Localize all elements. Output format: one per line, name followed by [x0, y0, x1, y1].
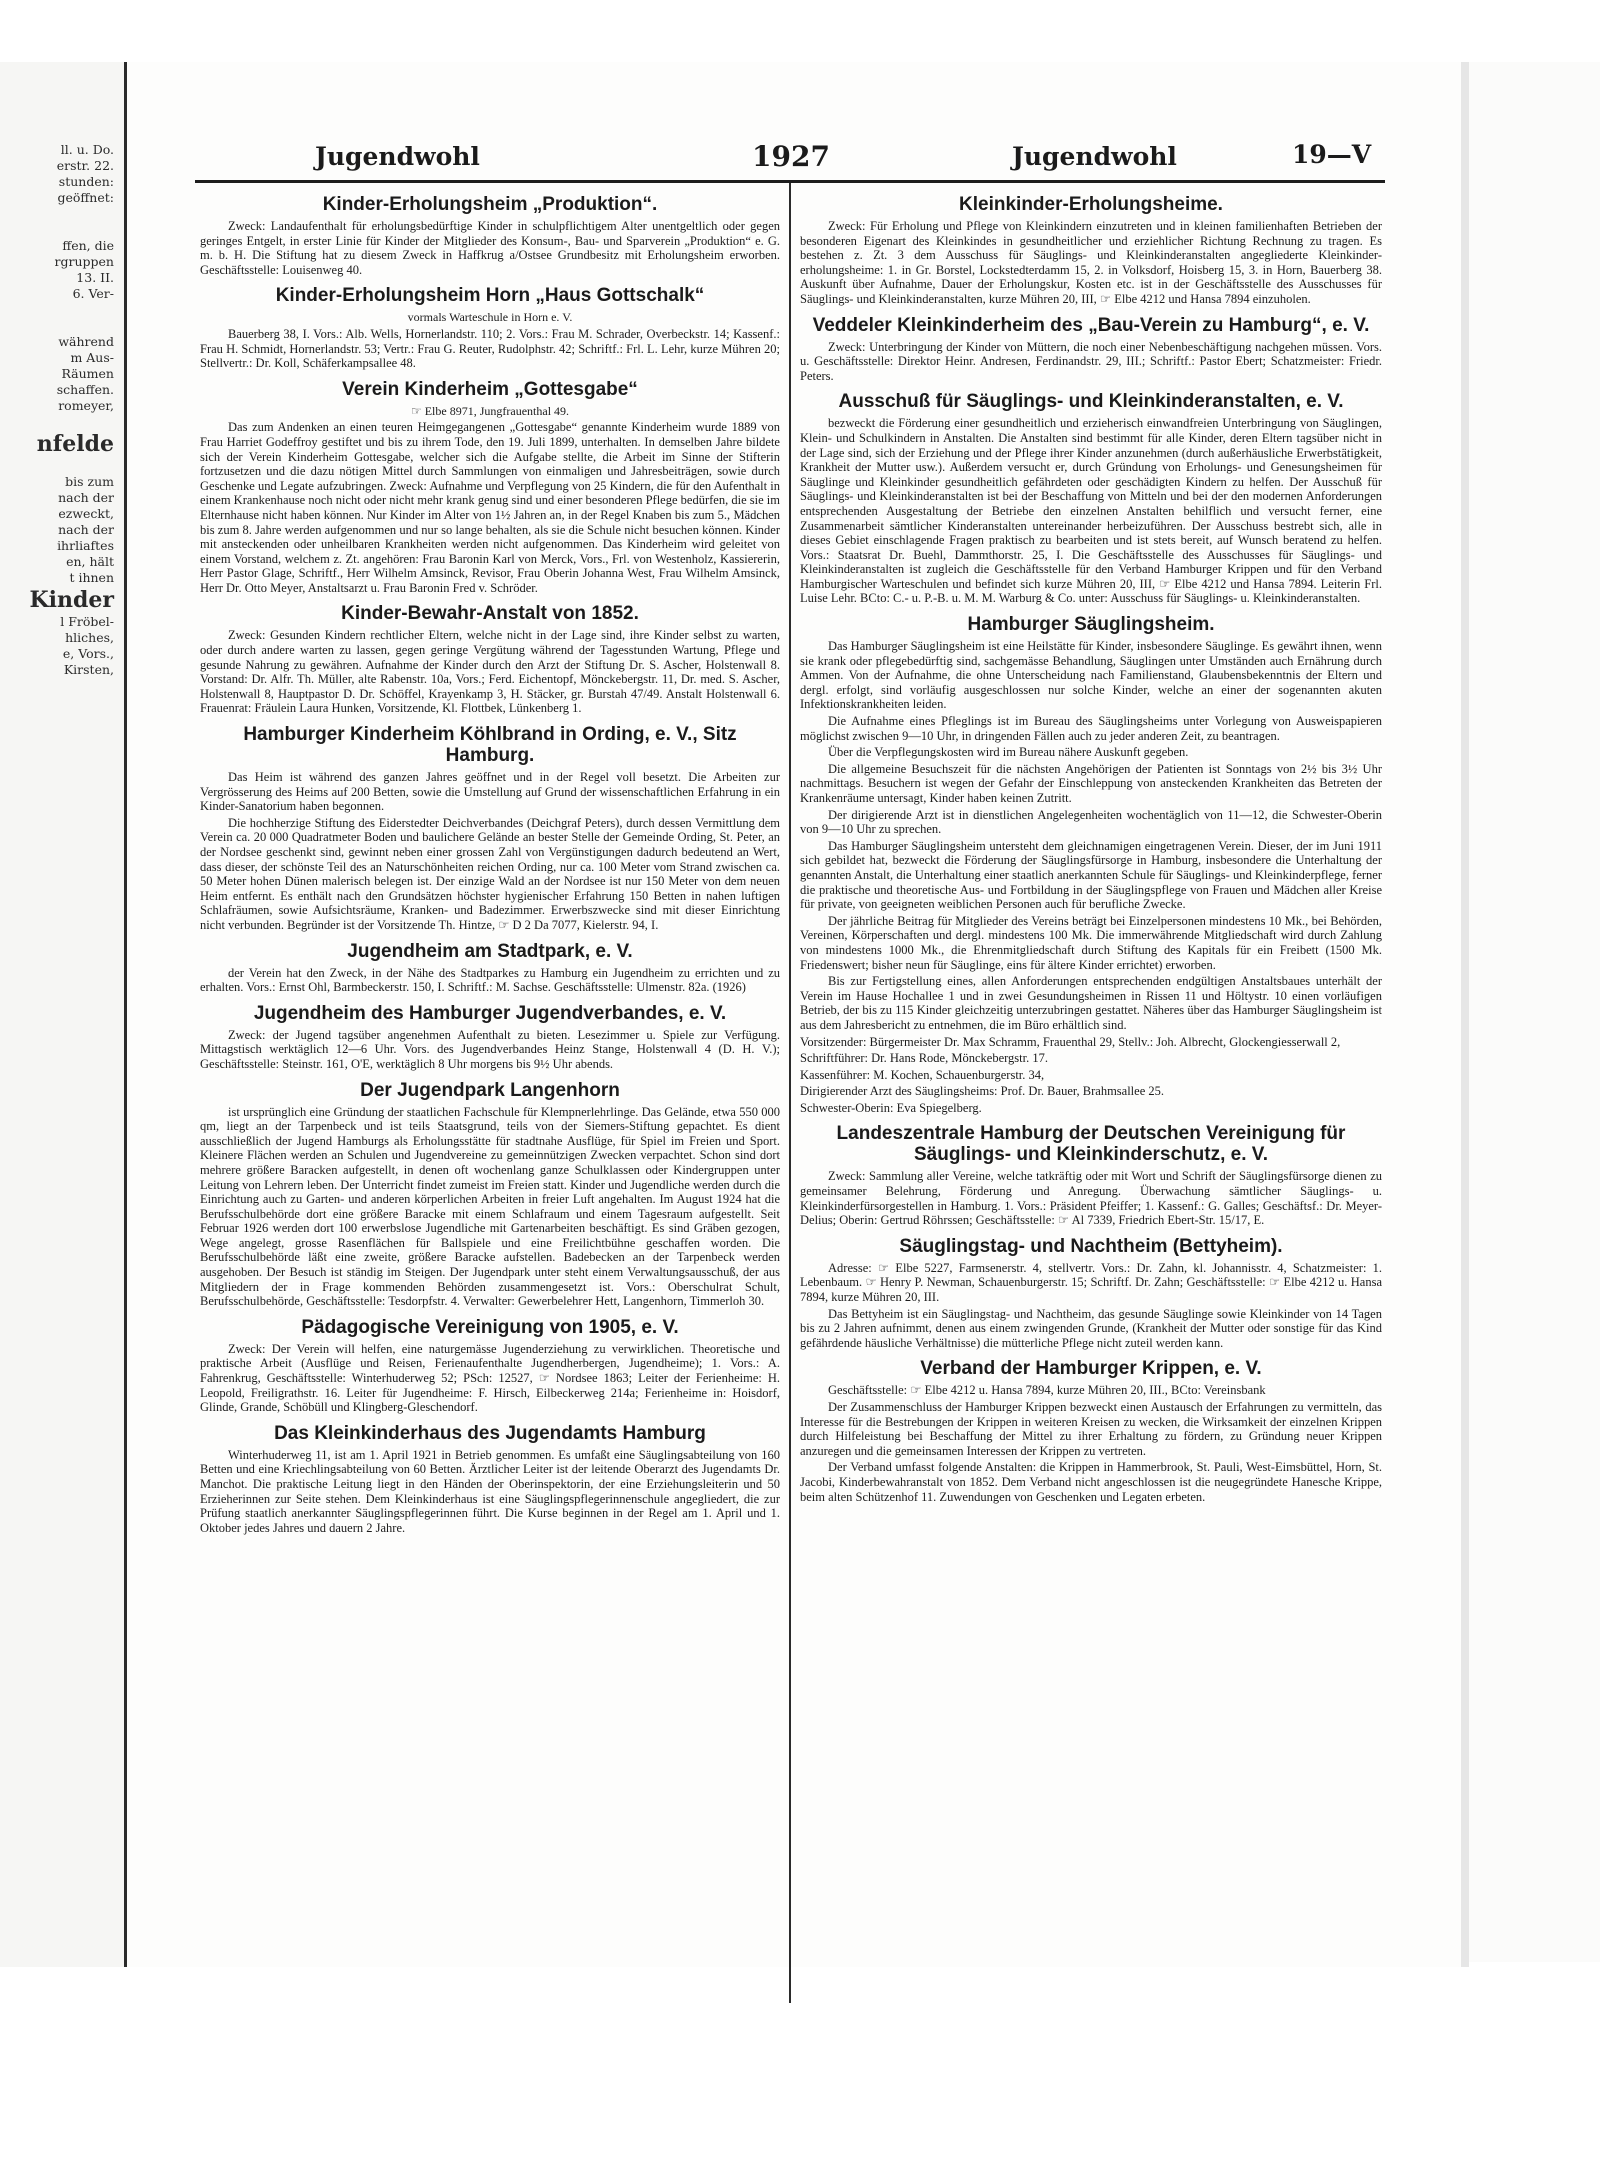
header-right-title: Jugendwohl [1012, 142, 1177, 171]
header-page-number: 19—V [1292, 140, 1372, 169]
article-paragraph: der Verein hat den Zweck, in der Nähe des Stadtparkes zu Hamburg ein Jugendheim zu errichten und zu erhalten. Vors.: Ernst Ohl, Barmbeckerstr. 150, I. Schriftf.: M. Sachse. Geschäftsstelle: Ulmenstr. 82a. (1926) [200, 965, 780, 995]
article-title: Landeszentrale Hamburg der Deutschen Vereinigung für Säuglings- und Kleinkinderschutz, e. V. [836, 1123, 1346, 1166]
article-paragraph: Zweck: Für Erholung und Pflege von Kleinkindern einzutreten und in kleinen familienhaften Betrieben der besonderen Eigenart des Kleinkindes in gesundheitlicher und erziehlicher Richtung Rechnung zu tragen. Es bestehen z. Zt. 3 dem Ausschuss für Säuglings- und Kleinkinderanstalten angegliederte Kleinkinder-erholungsheime: 1. in Gr. Borstel, Lockstedterdamm 15, 2. in Volksdorf, Hoisberg 15, 3. in Horn, Bauerberg 38. Auskunft über Aufnahme, Dauer der Erholungskur, Kosten etc. ist in der Geschäftsstelle des Ausschusses für Säuglings- und Kleinkinderanstalten, kurze Mühren 20, III, ☞ Elbe 4212 und Hansa 7894 einzuholen. [800, 219, 1382, 306]
article-paragraph: Der jährliche Beitrag für Mitglieder des Vereins beträgt bei Einzelpersonen mindestens 10 Mk., bei Behörden, Vereinen, Körperschaften und dergl. mindestens 100 Mk. Die immerwährende Mitgliedschaft wird durch Zahlung von mindestens 1000 Mk., die Ehrenmitgliedschaft durch Stiftung des Kapitals für ein Freibett (1500 Mk. Friedenswert; bisher neun für Säuglinge, eins für ältere Kinder errichtet) erworben. [800, 913, 1382, 972]
facing-page-line: e, Vors., [62, 646, 114, 661]
facing-page-line: nach der [58, 522, 114, 537]
article-paragraph: Das Hamburger Säuglingsheim untersteht dem gleichnamigen eingetragenen Verein. Dieser, der im Juni 1911 sich gebildet hat, bezweckt die Förderung der Säuglingsfürsorge in Hamburg, insbesondere die Unterhaltung der genannten Anstalt, die Unterhaltung einer staatlich anerkannten Schule für Säuglings- und Kleinkinderpflege, ferner die praktische und theoretische Aus- und Fortbildung in der Säuglingspflege von Frauen und Mädchen aller Kreise für private, von geeigneten weiblichen Personen auch für berufliche Zwecke. [800, 838, 1382, 912]
article-title: Hamburger Kinderheim Köhlbrand in Ording, e. V., Sitz Hamburg. [243, 724, 737, 767]
article-paragraph: Die Aufnahme eines Pfleglings ist im Bureau des Säuglingsheims unter Vorlegung von Ausweispapieren möglichst zwischen 9—10 Uhr, in dringenden Fällen auch zu jeder anderen Zeit, zu beantragen. [800, 714, 1382, 743]
facing-page-line: m Aus- [70, 350, 114, 365]
facing-page-line [0, 458, 124, 474]
facing-page-line: 13. II. [76, 270, 114, 285]
article-paragraph: Bauerberg 38, I. Vors.: Alb. Wells, Hornerlandstr. 110; 2. Vors.: Frau M. Schrader, Overbeckstr. 14; Kassenf.: Frau H. Schmidt, Hornerlandstr. 53; Vertr.: Frau G. Reuter, Rudolphstr. 42; Schriftf.: Frl. L. Lehr, kurze Mühren 20; Stellvertr.: Dr. Koll, Schäferkampsallee 48. [200, 326, 780, 371]
article [200, 1423, 780, 1536]
officer-line: Vorsitzender: Bürgermeister Dr. Max Schramm, Frauenthal 29, Stellv.: Joh. Albrecht, Glockengiesserwall 2, [800, 1034, 1341, 1049]
article-paragraph: Die allgemeine Besuchszeit für die nächsten Angehörigen der Patienten ist Sonntags von 2½ bis 3½ Uhr nachmittags. Besuchern ist wegen der Gefahr der Einschleppung von ansteckenden Krankheiten das Betreten der Krankenräume untersagt, Kinder haben keinen Zutritt. [800, 761, 1382, 805]
article-title: Der Jugendpark Langenhorn [360, 1079, 620, 1101]
article [200, 194, 780, 277]
article-title: Kinder-Erholungsheim Horn „Haus Gottschalk“ [275, 285, 705, 307]
article-paragraph: Über die Verpflegungskosten wird im Bureau nähere Auskunft gegeben. [828, 745, 1189, 760]
article-paragraph: Zweck: Der Verein will helfen, eine naturgemässe Jugenderziehung zu verwirklichen. Theoretische und praktische Arbeit (Ausflüge und Reisen, Ferienaufenthalte Jugendherbergen, Jugendheime); 1. Vors.: A. Fahrenkrug, Geschäftsstelle: Winterhuderweg 52; PSch: 12527, ☞ Nordsee 1863; Leiter der Ferienheime: H. Leopold, Freiligrathstr. 16. Leiter für Jugendheime: F. Hirsch, Eilbeckerweg 214a; Ferienheime in: Hoisdorf, Glinde, Grande, Schöbüll und Klingberg-Gleschendorf. [200, 1341, 780, 1415]
article [800, 1236, 1382, 1351]
article-paragraph: Zweck: Gesunden Kindern rechtlicher Eltern, welche nicht in der Lage sind, ihre Kinder selbst zu warten, oder durch andere warten zu lassen, gegen geringe Vergütung während der Tagesstunden Wartung, Pflege und gesunde Nahrung zu gewähren. Aufnahme der Kinder durch den Arzt der Stiftung Dr. S. Ascher, Holstenwall 8. Vorstand: Dr. Alfr. Th. Müller, alte Rabenstr. 10a, Vors.; Ferd. Eichentopf, Mönckebergstr. 11, Dr. med. S. Ascher, Holstenwall 8, Hauptpastor D. Dr. Schöffel, Krayenkamp 3, H. Stäcker, gr. Burstah 47/49. Anstalt Holstenwall 6. Frauenrat: Fräulein Laura Hunken, Vorsitzende, Kl. Flottbek, Lünkenberg 1. [200, 628, 780, 716]
facing-page-line [0, 302, 124, 318]
article-title: Veddeler Kleinkinderheim des „Bau-Verein zu Hamburg“, e. V. [812, 314, 1370, 336]
article-paragraph: Geschäftsstelle: ☞ Elbe 4212 u. Hansa 7894, kurze Mühren 20, III., BCto: Vereinsbank [828, 1383, 1266, 1398]
officer-line: Schriftführer: Dr. Hans Rode, Mönckebergstr. 17. [800, 1051, 1048, 1066]
facing-page-line: Räumen [61, 366, 114, 381]
article-paragraph: Das Bettyheim ist ein Säuglingstag- und Nachtheim, das gesunde Säuglinge sowie Kleinkinder von 14 Tagen bis zu 2 Jahren aufnimmt, denen aus einem zwingenden Grunde, (Krankheit der Mutter oder sonstige für das Kind gefährdende häusliche Verhältnisse) die mütterliche Pflege nicht zuteil werden kann. [800, 1306, 1382, 1350]
facing-page-line: Kinder [29, 587, 114, 613]
article [200, 941, 780, 995]
article-paragraph: Der Zusammenschluss der Hamburger Krippen bezweckt einen Austausch der Erfahrungen zu vermitteln, das Interesse für die Bestrebungen der Krippen in weiteren Kreisen zu wecken, die Wirksamkeit der einzelnen Krippen durch Hilfeleistung bei Beschaffung der Mittel zu ihrer Erhaltung zu fördern, zu Gründung neuer Krippen anzuregen und die gemeinsamen Interessen der Krippen zu vertreten. [800, 1400, 1382, 1458]
facing-page-line: stunden: [58, 174, 114, 189]
article [200, 1080, 780, 1309]
article-paragraph: Winterhuderweg 11, ist am 1. April 1921 in Betrieb genommen. Es umfaßt eine Säuglingsabteilung von 160 Betten und eine Kriechlingsabteilung von 60 Betten. Ärztlicher Leiter ist der leitende Oberarzt des Jugendamts Dr. Manchot. Die praktische Leitung liegt in den Händen der Oberinspektorin, der eine Erziehungsleiterin und 50 Erzieherinnen zur Seite stehen. Dem Kleinkinderhaus ist eine Säuglingspflegerinnenschule angegliedert, die zur Prüfung staatlich anerkannter Säuglingspflegerinnen führt. Die Kurse beginnen in der Regel am 1. April und 1. Oktober jedes Jahres und dauern 2 Jahre. [200, 1447, 780, 1535]
article-paragraph: ist ursprünglich eine Gründung der staatlichen Fachschule für Klempnerlehrlinge. Das Gelände, etwa 550 000 qm, liegt an der Tarpenbeck und ist teils Staatsgrund, teils von der Siemers-Stiftung gepachtet. Es dient ausschließlich der Jugend Hamburgs als Erholungsstätte für stadtnahe Ausflüge, für Spiel im Freien und Sport. Kleinere Flächen werden an Schulen und Jugendvereine zu gemeinnützigen Zwecken verpachtet. Schon sind dort mehrere größere Baracken aufgestellt, in denen oft wochenlang ganze Schulklassen oder Kindergruppen unter Leitung von Lehrern leben. Der Unterricht findet zumeist im Freien statt. Kinder und Jugendliche werden durch die Einrichtung auch zu Garten- und anderen körperlichen Arbeiten in freier Luft angehalten. Im August 1924 hat die Berufsschulbehörde dort eine größere Baracke mit einem Schlafraum und einem Tagesraum aufgestellt. Seit Februar 1926 werden dort 100 erwerbslose Jugendliche mit Gartenarbeiten beschäftigt. Es sind Gräben gezogen, Wege angelegt, grosse Rasenflächen für Ballspiele und eine Freilichtbühne geschaffen worden. Die Berufsschulbehörde läßt eine zweite, größere Baracke aufstellen. Badebecken an der Tarpenbeck werden ausgehoben. Der Besuch ist ständig im Steigen. Der Jugendpark unter steht einem Verwaltungsausschuß, der aus Mitgliedern der in Frage kommenden Behörden zusammengesetzt ist. Vors.: Oberschulrat Schult, Berufsschulbehörde, Geschäftsstelle: Tesdorpfstr. 4. Verwalter: Gewerbelehrer Hett, Langenhorn, Timmerloh 30. [200, 1104, 780, 1309]
article-title: Verband der Hamburger Krippen, e. V. [920, 1358, 1262, 1380]
officer-line: Schwester-Oberin: Eva Spiegelberg. [800, 1100, 982, 1115]
facing-page-line: nach der [58, 490, 114, 505]
left-column [200, 186, 780, 1537]
article-title: Kleinkinder-Erholungsheime. [959, 194, 1223, 215]
right-column [800, 186, 1382, 1506]
article-paragraph: Bis zur Fertigstellung eines, allen Anforderungen entsprechenden endgültigen Anstaltsbaues unterhält der Verein im Hause Hochallee 1 und in zwei Gesundungsheimen in Rissen 11 und Höltystr. 10 einen vorläufigen Betrieb, der bis zu 115 Kinder gleichzeitig unterzubringen gestattet. Näheres über das Hamburger Säuglingsheim ist aus dem Jahresbericht zu entnehmen, die im Büro erhältlich sind. [800, 974, 1382, 1032]
article-title: Säuglingstag- und Nachtheim (Bettyheim). [899, 1235, 1283, 1257]
article-paragraph: Das Hamburger Säuglingsheim ist eine Heilstätte für Kinder, insbesondere Säuglinge. Es gewährt ihnen, wenn sie krank oder pflegebedürftig sind, sachgemässe Behandlung, Säuglingen unter Umständen auch Ernährung durch Ammen. Von der Aufnahme, die ohne Unterscheidung nach Familienstand, Glaubensbekenntnis der Eltern und dergl. erfolgt, sind vorläufig ausgeschlossen nur solche Kinder, welche an einer der sogenannten akuten Infektionskrankheiten leiden. [800, 639, 1382, 712]
article-paragraph: Zweck: Landaufenthalt für erholungsbedürftige Kinder in schulpflichtigem Alter unentgeltlich oder gegen geringes Entgelt, in erster Linie für Kinder der Mitglieder des Konsum-, Bau- und Sparverein „Produktion“ e. G. m. b. H. Die Stiftung hat zu diesem Zweck in Haffkrug a/Ostsee Grundbesitz mit Erholungsheim erworben. Geschäftsstelle: Louisenweg 40. [200, 219, 780, 277]
article [800, 391, 1382, 606]
article-paragraph: Das Heim ist während des ganzen Jahres geöffnet und in der Regel voll besetzt. Die Arbeiten zur Vergrösserung des Heims auf 200 Betten, sowie die Umstellung auf Grund der wissenschaftlichen Erfahrung in ein Kinder-Sanatorium haben begonnen. [200, 770, 780, 814]
facing-page-line: während [58, 334, 114, 349]
officer-line: Kassenführer: M. Kochen, Schauenburgerstr. 34, [800, 1067, 1045, 1082]
article [200, 379, 780, 596]
article [200, 1317, 780, 1415]
article-title: Verein Kinderheim „Gottesgabe“ [342, 378, 638, 400]
article [800, 315, 1382, 384]
article-paragraph: Die hochherzige Stiftung des Eiderstedter Deichverbandes (Deichgraf Peters), durch dessen Vermittlung dem Verein ca. 20 000 Quadratmeter Boden und baulichere Gelände an bester Stelle der Gemeinde Ording, St. Peter, an der Nordsee geschenkt sind, gewinnt neben einer grossen Zahl von Vergünstigungen dadurch bedeutend an Wert, dass dieser, der schönste Teil des an Naturschönheiten reichen Ording, nur ca. 100 Meter vom Strand zwischen ca. 50 Meter hohen Dünen malerisch belegen ist. Der einzige Wald an der Nordsee ist nur 150 Meter von dem neuen Heim entfernt. Es enthält nach den Grundsätzen höchster hygienischer Erfahrung 150 Betten in nahen luftigen Schlafräumen, sowie Aufsichtsräume, Kranken- und Badezimmer. Erwerbszwecke sind mit dieser Einrichtung nicht verbunden. Begründer ist der Vorsitzende Th. Hintze, ☞ D 2 Da 7077, Kielerstr. 94, I. [200, 815, 780, 932]
facing-page-line: hliches, [65, 630, 114, 645]
facing-page-line: rgruppen [54, 254, 114, 269]
officer-line: Dirigierender Arzt des Säuglingsheims: Prof. Dr. Bauer, Brahmsallee 25. [800, 1084, 1165, 1099]
facing-page-line: ll. u. Do. [60, 142, 114, 157]
article-title: Jugendheim am Stadtpark, e. V. [347, 940, 633, 962]
article [800, 1358, 1382, 1504]
column-divider [789, 183, 791, 2003]
article [200, 724, 780, 933]
article [200, 1003, 780, 1072]
facing-page-line: Kirsten, [63, 662, 114, 677]
facing-page-fragment [0, 62, 124, 1967]
facing-page-line: erstr. 22. [56, 158, 114, 173]
article-subtitle: ☞ Elbe 8971, Jungfrauenthal 49. [410, 403, 570, 418]
article-title: Das Kleinkinderhaus des Jugendamts Hamburg [274, 1422, 706, 1444]
article-title: Hamburger Säuglingsheim. [967, 614, 1215, 636]
facing-page-line: l Fröbel- [60, 614, 114, 629]
article-title: Kinder-Erholungsheim „Produktion“. [322, 194, 658, 215]
article-paragraph: Zweck: Unterbringung der Kinder von Müttern, die noch einer Nebenbeschäftigung nachgehen müssen. Vors. u. Geschäftsstelle: Direktor Heinr. Andresen, Ferdinandstr. 29, III.; Schriftf.: Pastor Ebert; Schatzmeister: Friedr. Peters. [800, 339, 1382, 383]
facing-page-line: en, hält [66, 554, 114, 569]
header-year: 1927 [752, 140, 830, 173]
article-title: Pädagogische Vereinigung von 1905, e. V. [301, 1316, 679, 1338]
article-paragraph: bezweckt die Förderung einer gesundheitlich und erzieherisch einwandfreien Unterbringung von Säuglingen, Klein- und Schulkindern in Anstalten. Die Anstalten sind bestimmt für alle Kinder, deren Eltern tagsüber nicht in der Lage sind, sich der Erziehung und der Pflege ihrer Kinder anzunehmen (durch außerhäusliche Erwerbstätigkeit, Krankheit der Mutter usw.). Außerdem versucht er, durch Gründung von Erholungs- und Genesungsheimen für Säuglinge und Kleinkinder gesundheitlich gefährdeten oder geschädigten Kindern zu helfen. Der Ausschuß für Säuglings- und Kleinkinderanstalten ist bei der Beschaffung von Mitteln und bei der den modernen Anforderungen entsprechenden Ausgestaltung der Betriebe den einzelnen Anstalten behilflich und versucht ferner, eine Zusammenarbeit sämtlicher Kinderanstalten untereinander herbeizuführen. Der Ausschuss bestrebt sich, alle in dieses Gebiet einschlagende Fragen praktisch zu bearbeiten und ist stets bereit, auf Wunsch beratend zu helfen. Vors.: Staatsrat Dr. Buehl, Dammthorstr. 25, I. Die Geschäftsstelle des Ausschusses für Säuglings- und Kleinkinderanstalten ist zugleich die Geschäftsstelle für den Verband Hamburger Krippen und für den Verband Hamburgischer Warteschulen und befindet sich kurze Mühren 20, III, ☞ Elbe 4212 und Hansa 7894. Leiterin Frl. Luise Lehr. BCto: C.- u. P.-B. u. M. M. Warburg & Co. unter: Ausschuss für Säuglings- u. Kleinkinderanstalten. [800, 416, 1382, 606]
facing-page-line [0, 318, 124, 334]
article-title: Jugendheim des Hamburger Jugendverbandes, e. V. [253, 1002, 727, 1024]
facing-page-line: nfelde [36, 431, 114, 457]
article-paragraph: Das zum Andenken an einen teuren Heimgegangenen „Gottesgabe“ genannte Kinderheim wurde 1889 von Frau Harriet Godeffroy gestiftet und bis zu ihrem Tode, den 19. Juli 1899, unterhalten. In demselben Jahre bildete sich der Verein Kinderheim Gottesgabe, welcher sich die Aufgabe stellte, die Arbeit im Sinne der Stifterin fortzusetzen und die dazu nötigen Mittel durch Sammlungen von einmaligen und Jahresbeiträgen, sowie durch Geschenke und Legate aufzubringen. Zweck: Aufnahme und Verpflegung von 25 Kindern, die für den Aufenthalt in einem Krankenhause noch nicht oder nicht mehr krank genug sind und einer besonderen Pflege bedürfen, die sie im Elternhause nicht haben können. Nur Kinder im Alter von 1½ Jahren an, in der Regel Knaben bis zum 5., Mädchen bis zum 8. Jahre werden aufgenommen und nur so lange behalten, als sie die Schule nicht besuchen können. Kinder mit ansteckenden oder unheilbaren Krankheiten werden nicht aufgenommen. Das Kinderheim wird geleitet von einem Vorstand, welchem z. Zt. angehören: Frau Baronin Karl von Merck, Vors., Frl. von Westenholz, Kassiererin, Herr Pastor Glage, Schriftf., Herr Wilhelm Amsinck, Revisor, Frau Oberin Johanna West, Frau Wilhelm Amsinck, Herr Dr. Otto Meyer, Anstaltsarzt u. Frau Baronin Fred v. Schröder. [200, 420, 780, 595]
article [200, 285, 780, 370]
article [800, 1123, 1382, 1227]
article-subtitle: vormals Warteschule in Horn e. V. [407, 310, 573, 325]
header-left-title: Jugendwohl [315, 142, 480, 171]
facing-page-line: t ihnen [69, 570, 114, 585]
facing-page-line: schaffen. [56, 382, 114, 397]
facing-page-line: 6. Ver- [72, 286, 114, 301]
article-paragraph: Adresse: ☞ Elbe 5227, Farmsenerstr. 4, stellvertr. Vors.: Dr. Zahn, kl. Johannisstr. 4, Schatzmeister: 1. Lebenbaum. ☞ Henry P. Newman, Schauenburgerstr. 15; Schriftf. Dr. Zahn; Geschäftsstelle: ☞ Elbe 4212 u. Hansa 7894, kurze Mühren 20, III. [800, 1260, 1382, 1305]
article-paragraph: Der Verband umfasst folgende Anstalten: die Krippen in Hammerbrook, St. Pauli, West-Eimsbüttel, Horn, St. Jacobi, Kinderbewahranstalt von 1852. Dem Verband nicht angeschlossen ist die neugegründete Hanesche Krippe, beim alten Schützenhof 11. Zuwendungen von Geschenken und Legaten erbeten. [800, 1460, 1382, 1504]
facing-page-line: bis zum [65, 474, 114, 489]
article-title: Ausschuß für Säuglings- und Kleinkinderanstalten, e. V. [838, 391, 1344, 413]
article [200, 603, 780, 716]
article-paragraph: Zweck: Sammlung aller Vereine, welche tatkräftig oder mit Wort und Schrift der Säuglingsfürsorge dienen zu gemeinsamer Belehrung, Förderung und Anregung. Überwachung sämtlicher Säuglings- u. Kleinkinderfürsorgestellen in Hamburg. 1. Vors.: Präsident Pfeiffer; 1. Kassenf.: G. Galles; Geschäftsf.: Dr. Meyer-Delius; Oberin: Gertrud Röhrssen; Geschäftsstelle: ☞ Al 7339, Friedrich Ebert-Str. 15/17, E. [800, 1169, 1382, 1228]
facing-page-line [0, 206, 124, 222]
article [800, 614, 1382, 1115]
facing-page-line [0, 414, 124, 430]
facing-page-line: ihrliaftes [57, 538, 114, 553]
article [800, 194, 1382, 307]
article-paragraph: Der dirigierende Arzt ist in dienstlichen Angelegenheiten wochentäglich von 11—12, die Schwester-Oberin von 9—10 Uhr zu sprechen. [800, 807, 1382, 837]
facing-page-line: geöffnet: [57, 190, 114, 205]
facing-page-line: romeyer, [58, 398, 114, 413]
facing-page-line [0, 222, 124, 238]
article-title: Kinder-Bewahr-Anstalt von 1852. [341, 603, 639, 625]
facing-page-line: ffen, die [62, 238, 114, 253]
facing-page-line: ezweckt, [58, 506, 114, 521]
article-paragraph: Zweck: der Jugend tagsüber angenehmen Aufenthalt zu bieten. Lesezimmer u. Spiele zur Verfügung. Mittagstisch werktäglich 12—6 Uhr. Vors. des Jugendverbandes Heinz Stange, Holstenwall 4 (D. H. V.); Geschäftsstelle: Steinstr. 161, O'E, werktäglich 8 Uhr morgens bis 9½ Uhr abends. [200, 1027, 780, 1071]
